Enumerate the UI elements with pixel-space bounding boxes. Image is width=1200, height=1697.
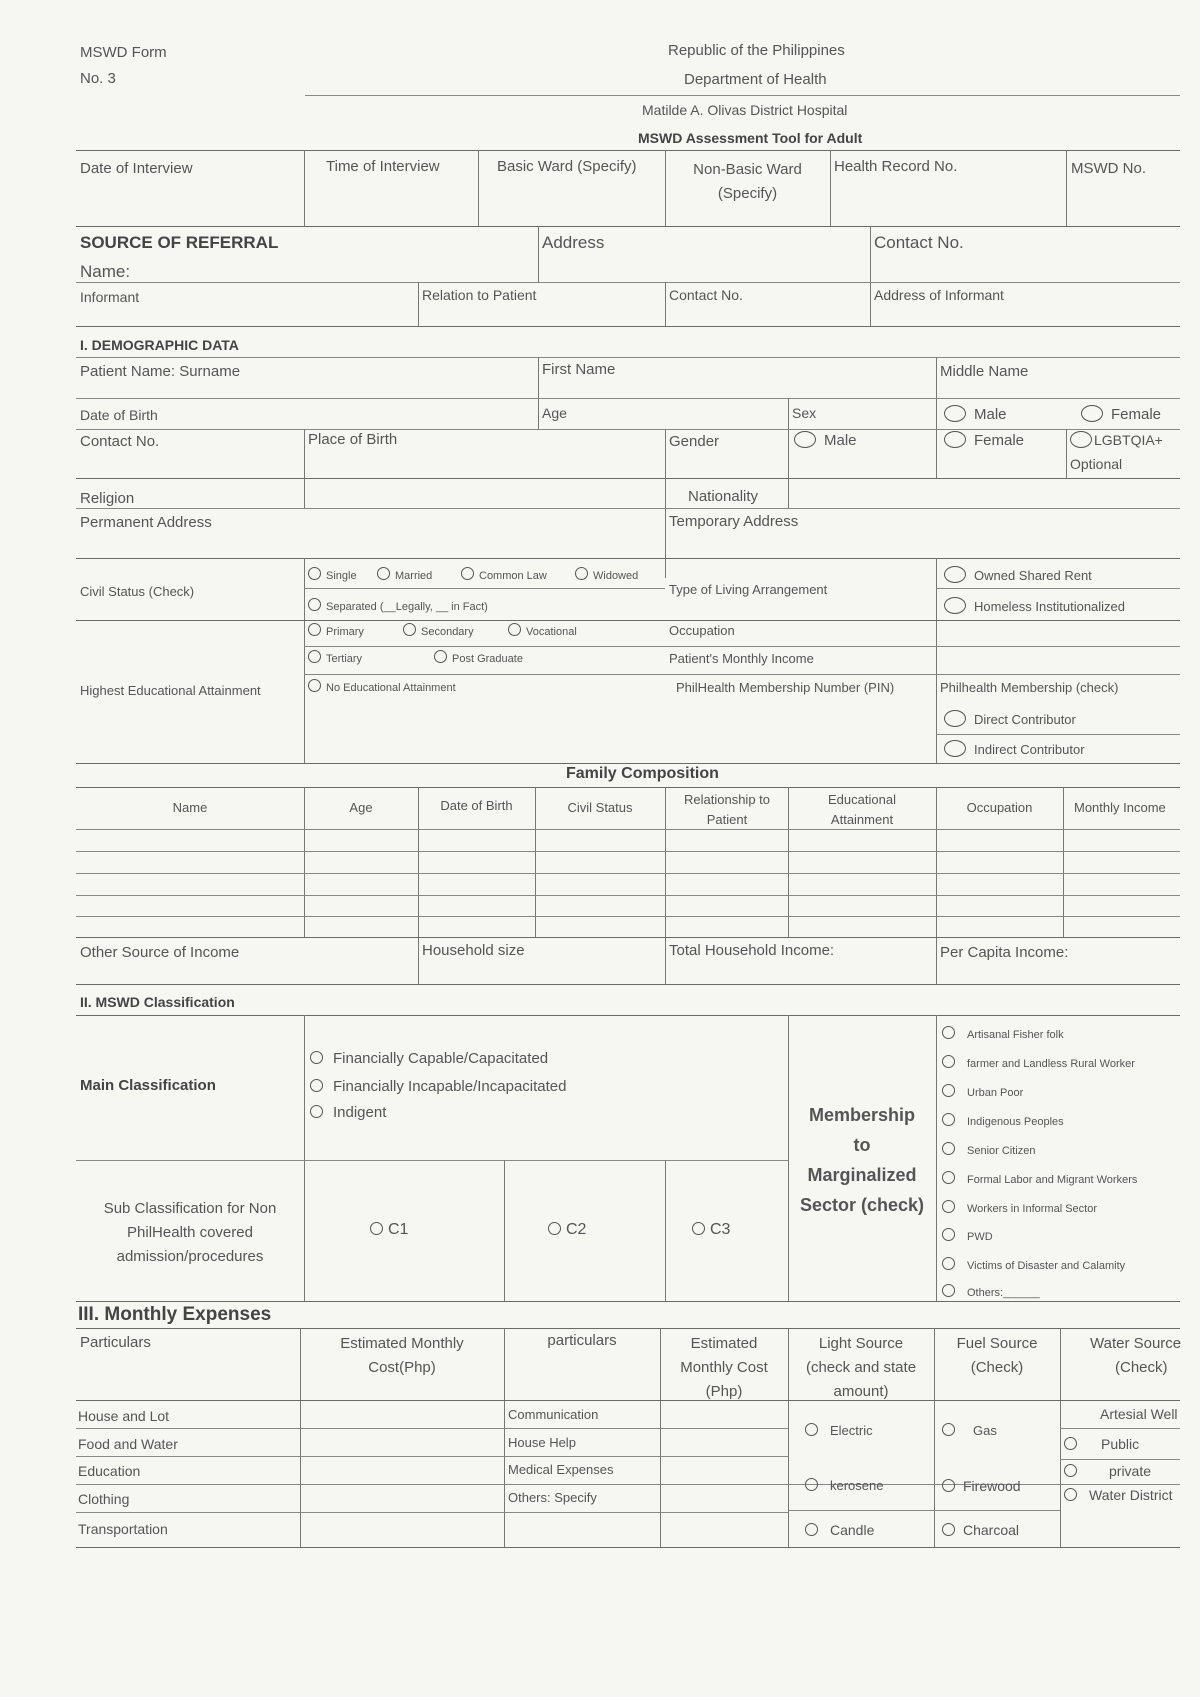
education-label: Highest Educational Attainment bbox=[80, 683, 261, 698]
place-of-birth-label: Place of Birth bbox=[308, 431, 398, 448]
expense-house-lot: House and Lot bbox=[78, 1408, 170, 1424]
referral-name-label: Name: bbox=[80, 262, 131, 281]
radio-icon bbox=[308, 650, 321, 663]
particulars2-header: particulars bbox=[547, 1332, 617, 1349]
fuel-source-header: Fuel Source (Check) bbox=[956, 1335, 1038, 1376]
cs-separated-option[interactable]: Separated (__Legally, __ in Fact) bbox=[308, 598, 488, 613]
light-candle-option[interactable]: Candle bbox=[805, 1522, 874, 1538]
sector-senior[interactable]: Senior Citizen bbox=[942, 1142, 1035, 1157]
expense-transportation: Transportation bbox=[78, 1521, 168, 1537]
radio-icon bbox=[805, 1478, 818, 1491]
form-number: No. 3 bbox=[80, 70, 116, 87]
first-name-label: First Name bbox=[542, 361, 616, 378]
gender-male-option[interactable]: Male bbox=[794, 431, 857, 449]
expense-education: Education bbox=[78, 1463, 141, 1479]
radio-icon bbox=[942, 1171, 955, 1184]
family-header-age: Age bbox=[349, 800, 373, 815]
time-of-interview-label: Time of Interview bbox=[326, 158, 440, 175]
living-arrangement-label: Type of Living Arrangement bbox=[669, 582, 828, 597]
radio-icon bbox=[308, 623, 321, 636]
basic-ward-label: Basic Ward (Specify) bbox=[497, 158, 637, 175]
radio-icon bbox=[942, 1026, 955, 1039]
expense-food-water: Food and Water bbox=[78, 1436, 178, 1452]
sector-fisherfolk[interactable]: Artisanal Fisher folk bbox=[942, 1026, 1064, 1041]
living-owned-shared-rent[interactable]: Owned Shared Rent bbox=[944, 566, 1092, 583]
health-record-label: Health Record No. bbox=[834, 158, 958, 175]
radio-icon bbox=[548, 1222, 561, 1235]
radio-icon bbox=[942, 1113, 955, 1126]
sub-class-c3[interactable]: C3 bbox=[692, 1221, 730, 1239]
water-district-option[interactable]: Water District bbox=[1064, 1487, 1172, 1503]
family-header-name: Name bbox=[172, 800, 208, 815]
radio-icon bbox=[1064, 1437, 1077, 1450]
cs-married-option[interactable]: Married bbox=[377, 567, 432, 582]
radio-icon bbox=[403, 623, 416, 636]
cs-widowed-option[interactable]: Widowed bbox=[575, 567, 638, 582]
temporary-address-label: Temporary Address bbox=[669, 513, 799, 530]
radio-icon bbox=[377, 567, 390, 580]
sex-label: Sex bbox=[792, 405, 817, 421]
family-header-dob: Date of Birth bbox=[440, 798, 513, 813]
radio-icon bbox=[942, 1423, 955, 1436]
sub-class-c2[interactable]: C2 bbox=[548, 1221, 586, 1239]
radio-icon bbox=[1070, 431, 1092, 448]
date-of-interview-label: Date of Interview bbox=[80, 160, 193, 177]
non-basic-ward-label: Non-Basic Ward (Specify) bbox=[693, 161, 802, 202]
water-public-option[interactable]: Public bbox=[1064, 1436, 1139, 1452]
expenses-heading: III. Monthly Expenses bbox=[78, 1304, 272, 1325]
est-cost2-header: Estimated Monthly Cost (Php) bbox=[680, 1335, 768, 1400]
expense-house-help: House Help bbox=[508, 1435, 576, 1450]
radio-icon bbox=[944, 405, 966, 422]
philhealth-check-label: Philhealth Membership (check) bbox=[940, 680, 1119, 695]
republic-line: Republic of the Philippines bbox=[668, 42, 845, 59]
water-artesial-well[interactable]: Artesial Well bbox=[1100, 1406, 1178, 1422]
radio-icon bbox=[310, 1051, 323, 1064]
expense-others-specify: Others: Specify bbox=[508, 1490, 597, 1505]
gender-label: Gender bbox=[669, 433, 720, 450]
family-header-education: Educational Attainment bbox=[828, 792, 896, 827]
expense-communication: Communication bbox=[508, 1407, 599, 1422]
radio-icon bbox=[944, 431, 966, 448]
sector-urban-poor[interactable]: Urban Poor bbox=[942, 1084, 1023, 1099]
light-kerosene-option[interactable]: kerosene bbox=[805, 1478, 883, 1493]
hospital-name: Matilde A. Olivas District Hospital bbox=[642, 102, 848, 118]
middle-name-label: Middle Name bbox=[940, 363, 1029, 380]
fuel-gas-option[interactable]: Gas bbox=[942, 1423, 997, 1438]
sub-classification-label: Sub Classification for Non PhilHealth covered admission/procedures bbox=[103, 1200, 277, 1265]
class-opt-incapable[interactable]: Financially Incapable/Incapacitated bbox=[310, 1078, 566, 1095]
radio-icon bbox=[308, 567, 321, 580]
sector-indigenous[interactable]: Indigenous Peoples bbox=[942, 1113, 1064, 1128]
civil-status-label: Civil Status (Check) bbox=[80, 584, 195, 599]
family-header-monthly-income: Monthly Income bbox=[1074, 800, 1166, 815]
relation-to-patient-label: Relation to Patient bbox=[422, 287, 537, 303]
water-private-option[interactable]: private bbox=[1064, 1463, 1151, 1479]
permanent-address-label: Permanent Address bbox=[80, 514, 212, 531]
dob-label: Date of Birth bbox=[80, 407, 158, 423]
radio-icon bbox=[310, 1105, 323, 1118]
sector-formal-labor[interactable]: Formal Labor and Migrant Workers bbox=[942, 1171, 1137, 1186]
living-homeless-institutionalized[interactable]: Homeless Institutionalized bbox=[944, 597, 1125, 614]
occupation-label: Occupation bbox=[669, 623, 735, 638]
mswd-no-label: MSWD No. bbox=[1071, 160, 1146, 177]
radio-icon bbox=[944, 740, 966, 757]
ed-none-option[interactable]: No Educational Attainment bbox=[308, 679, 456, 694]
contact-no-label: Contact No. bbox=[80, 433, 160, 450]
membership-sector-label: Membership to Marginalized Sector (check) bbox=[799, 1105, 925, 1215]
religion-label: Religion bbox=[80, 490, 135, 507]
radio-icon bbox=[942, 1479, 955, 1492]
particulars-header: Particulars bbox=[80, 1334, 151, 1351]
indirect-contributor-option[interactable]: Indirect Contributor bbox=[944, 740, 1085, 757]
radio-icon bbox=[942, 1055, 955, 1068]
radio-icon bbox=[1064, 1464, 1077, 1477]
radio-icon bbox=[434, 650, 447, 663]
per-capita-income-label: Per Capita Income: bbox=[940, 944, 1069, 961]
ed-primary-option[interactable]: Primary bbox=[308, 623, 364, 638]
water-source-header: Water Source (Check) bbox=[1090, 1335, 1182, 1376]
radio-icon bbox=[944, 710, 966, 727]
philhealth-pin-label: PhilHealth Membership Number (PIN) bbox=[676, 680, 895, 695]
sector-disaster[interactable]: Victims of Disaster and Calamity bbox=[942, 1257, 1125, 1272]
fuel-firewood-option[interactable]: Firewood bbox=[942, 1478, 1021, 1494]
fuel-charcoal-option[interactable]: Charcoal bbox=[942, 1522, 1019, 1538]
sex-female-option[interactable]: Female bbox=[1081, 405, 1161, 423]
radio-icon bbox=[370, 1222, 383, 1235]
family-header-relationship: Relationship to Patient bbox=[684, 792, 770, 827]
radio-icon bbox=[308, 598, 321, 611]
radio-icon bbox=[942, 1200, 955, 1213]
sex-male-option[interactable]: Male bbox=[944, 405, 1007, 423]
est-cost-header: Estimated Monthly Cost(Php) bbox=[340, 1335, 464, 1376]
radio-icon bbox=[308, 679, 321, 692]
radio-icon bbox=[942, 1228, 955, 1241]
total-household-income-label: Total Household Income: bbox=[669, 942, 835, 959]
radio-icon bbox=[944, 597, 966, 614]
class-opt-capable[interactable]: Financially Capable/Capacitated bbox=[310, 1050, 548, 1067]
classification-heading: II. MSWD Classification bbox=[80, 994, 235, 1010]
monthly-income-label: Patient's Monthly Income bbox=[669, 651, 814, 666]
department-line: Department of Health bbox=[684, 71, 827, 88]
radio-icon bbox=[1064, 1488, 1077, 1501]
radio-icon bbox=[692, 1222, 705, 1235]
nationality-label: Nationality bbox=[688, 488, 759, 505]
tool-title: MSWD Assessment Tool for Adult bbox=[638, 130, 863, 146]
radio-icon bbox=[461, 567, 474, 580]
radio-icon bbox=[805, 1423, 818, 1436]
radio-icon bbox=[575, 567, 588, 580]
sub-class-c1[interactable]: C1 bbox=[370, 1221, 408, 1239]
referral-address-label: Address bbox=[542, 233, 605, 252]
family-composition-title: Family Composition bbox=[566, 765, 719, 782]
expense-medical: Medical Expenses bbox=[508, 1462, 614, 1477]
cs-single-option[interactable]: Single bbox=[308, 567, 357, 582]
sector-others[interactable]: Others:______ bbox=[942, 1284, 1040, 1299]
informant-address-label: Address of Informant bbox=[874, 287, 1004, 303]
radio-icon bbox=[942, 1142, 955, 1155]
radio-icon bbox=[942, 1084, 955, 1097]
informant-contact-label: Contact No. bbox=[669, 287, 743, 303]
radio-icon bbox=[942, 1523, 955, 1536]
source-of-referral: SOURCE OF REFERRAL bbox=[80, 233, 279, 252]
other-income-label: Other Source of Income bbox=[80, 944, 240, 961]
expense-clothing: Clothing bbox=[78, 1491, 130, 1507]
referral-contact-label: Contact No. bbox=[874, 233, 964, 252]
family-header-civil-status: Civil Status bbox=[567, 800, 633, 815]
radio-icon bbox=[508, 623, 521, 636]
radio-icon bbox=[944, 566, 966, 583]
radio-icon bbox=[310, 1079, 323, 1092]
radio-icon bbox=[1081, 405, 1103, 422]
radio-icon bbox=[805, 1523, 818, 1536]
sector-farmer[interactable]: farmer and Landless Rural Worker bbox=[942, 1055, 1135, 1070]
sector-informal[interactable]: Workers in Informal Sector bbox=[942, 1200, 1097, 1215]
radio-icon bbox=[942, 1257, 955, 1270]
direct-contributor-option[interactable]: Direct Contributor bbox=[944, 710, 1076, 727]
demographic-heading: I. DEMOGRAPHIC DATA bbox=[80, 337, 239, 353]
surname-label: Patient Name: Surname bbox=[80, 363, 241, 380]
informant-label: Informant bbox=[80, 289, 140, 305]
age-label: Age bbox=[542, 405, 567, 421]
sector-pwd[interactable]: PWD bbox=[942, 1228, 993, 1243]
radio-icon bbox=[942, 1284, 955, 1297]
radio-icon bbox=[794, 431, 816, 448]
class-opt-indigent[interactable]: Indigent bbox=[310, 1104, 386, 1121]
ed-secondary-option[interactable]: Secondary bbox=[403, 623, 474, 638]
family-header-occupation: Occupation bbox=[966, 800, 1033, 815]
gender-lgbtqia-option[interactable]: LGBTQIA+ bbox=[1070, 431, 1163, 448]
household-size-label: Household size bbox=[422, 942, 525, 959]
light-source-header: Light Source (check and state amount) bbox=[805, 1335, 917, 1400]
light-electric-option[interactable]: Electric bbox=[805, 1423, 873, 1438]
cs-common-law-option[interactable]: Common Law bbox=[461, 567, 547, 582]
ed-post-graduate-option[interactable]: Post Graduate bbox=[434, 650, 523, 665]
main-classification-label: Main Classification bbox=[80, 1077, 216, 1094]
form-name: MSWD Form bbox=[80, 44, 167, 61]
ed-tertiary-option[interactable]: Tertiary bbox=[308, 650, 362, 665]
ed-vocational-option[interactable]: Vocational bbox=[508, 623, 577, 638]
optional-label: Optional bbox=[1070, 456, 1123, 472]
gender-female-option[interactable]: Female bbox=[944, 431, 1024, 449]
